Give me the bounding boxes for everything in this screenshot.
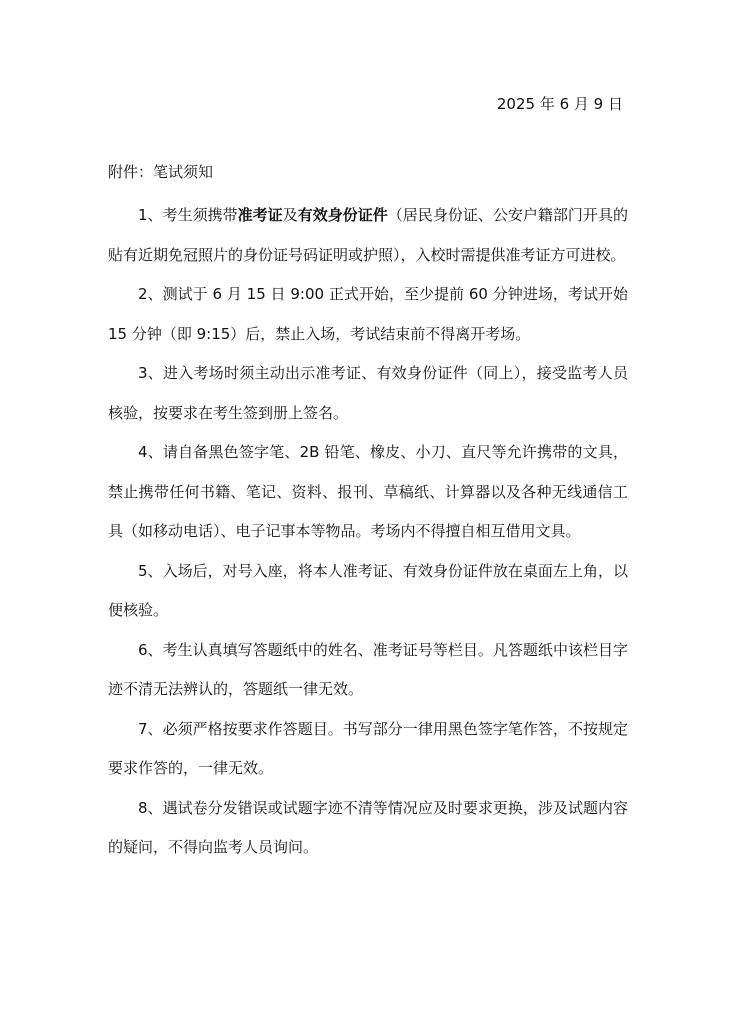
- rule-1-mid: 及: [282, 206, 298, 224]
- rule-5: 5、入场后，对号入座，将本人准考证、有效身份证件放在桌面左上角，以便核验。: [108, 561, 628, 619]
- rule-6: 6、考生认真填写答题纸中的姓名、准考证号等栏目。凡答题纸中该栏目字迹不清无法辨认的，答题纸一律无效。: [108, 640, 628, 698]
- rule-3: 3、进入考场时须主动出示准考证、有效身份证件（同上），接受监考人员核验，按要求在考生签到册上签名。: [108, 364, 628, 422]
- document-date: 2025 年 6 月 9 日: [496, 95, 623, 113]
- rule-1-post: （居民身份证、公安户籍部门开具的贴有近期免冠照片的身份证号码证明或护照），入校时需提供准考证方可进校。: [108, 206, 628, 264]
- attachment-title: 附件：笔试须知: [108, 163, 214, 181]
- rule-7: 7、必须严格按要求作答题目。书写部分一律用黑色签字笔作答，不按规定要求作答的，一律无效。: [108, 719, 628, 777]
- rule-1-bold-valid-id: 有效身份证件: [297, 206, 388, 224]
- rule-4: 4、请自备黑色签字笔、2B 铅笔、橡皮、小刀、直尺等允许携带的文具，禁止携带任何书籍、笔记、资料、报刊、草稿纸、计算器以及各种无线通信工具（如移动电话）、电子记事本等物品。考场内不得擅自相互借用文具。: [108, 443, 628, 540]
- rule-8: 8、遇试卷分发错误或试题字迹不清等情况应及时要求更换，涉及试题内容的疑问，不得向监考人员询问。: [108, 798, 628, 856]
- rule-1-pre: 考生须携带: [162, 206, 238, 224]
- rule-2: 2、测试于 6 月 15 日 9:00 正式开始，至少提前 60 分钟进场，考试开始 15 分钟（即 9:15）后，禁止入场，考试结束前不得离开考场。: [108, 285, 628, 343]
- rule-1: [108, 196, 628, 275]
- rule-1-number: 1、: [138, 206, 163, 224]
- rules-list: [108, 196, 628, 868]
- rule-1-bold-admission-ticket: 准考证: [237, 206, 283, 224]
